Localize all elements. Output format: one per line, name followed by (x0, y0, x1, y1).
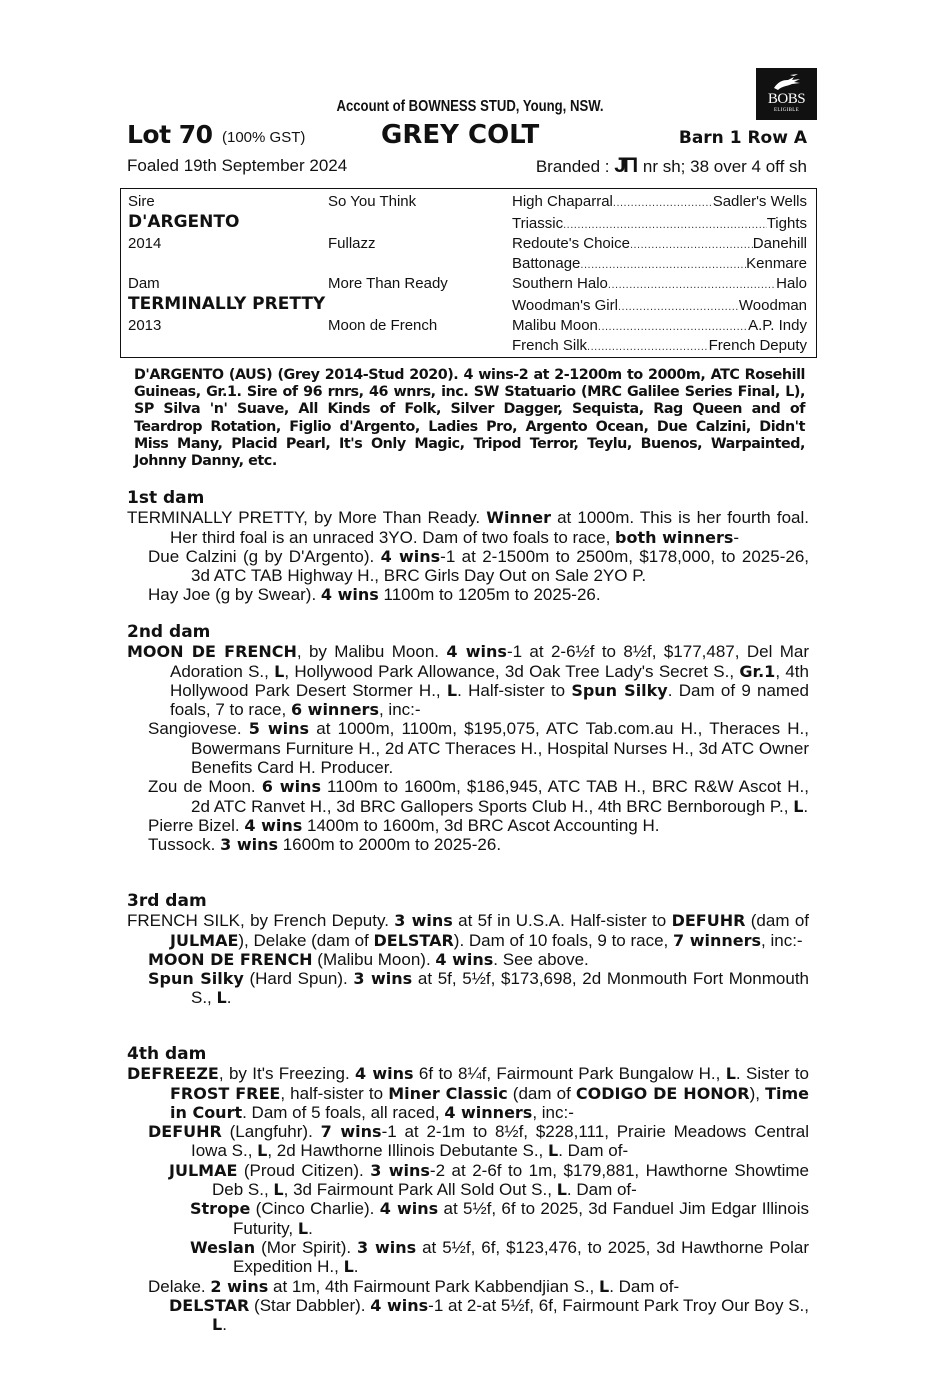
pedigree-entry: Tussock. 3 wins 1600m to 2000m to 2025-26. (148, 835, 502, 855)
pedigree-entry: JULMAE (Proud Citizen). 3 wins-2 at 2-6f to 1m, $179,881, Hawthorne Showtime Deb S., L, 3d Fairmount Park All Sold Out S., L. Dam of- (169, 1160, 809, 1200)
dam-section-2 (127, 623, 809, 855)
gen3-row: Southern Halo ..... Halo (512, 275, 807, 292)
pedigree-entry: Zou de Moon. 6 wins 1100m to 1600m, $186,945, ATC TAB H., BRC R&W Ascot H., 2d ATC Ranvet H., 3d BRC Gallopers Sports Club H., 4th BRC Bernborough P., L. (148, 777, 809, 816)
pedigree-entry: DEFUHR (Langfuhr). 7 wins-1 at 2-1m to 8½f, $228,111, Prairie Meadows Central Iowa S., L, 2d Hawthorne Illinois Debutante S., L. Dam of- (148, 1122, 809, 1161)
pedigree-entry: Delake. 2 wins at 1m, 4th Fairmount Park Kabbendjian S., L. Dam of- (148, 1276, 680, 1296)
pedigree-entry: MOON DE FRENCH (Malibu Moon). 4 wins. See above. (148, 949, 589, 969)
sire-label: Sire (128, 193, 155, 210)
sire-bio: D'ARGENTO (AUS) (Grey 2014-Stud 2020). 4 wins-2 at 2-1200m to 2000m, ATC Rosehill Guineas, Gr.1. Sire of 96 rnrs, 46 wnrs, inc. SW Statuario (MRC Galilee Series Final, L), SP Silva 'n' Suave, All Kinds of Folk, Silver Dagger, Sequista, Rag Queen and of Teardrop Rotation, Figlio d'Argento, Ladies Pro, Argento Ocean, Due Calzini, Didn't Miss Many, Placid Pearl, It's Only Magic, Tripod Terror, Teylu, Buenos, Warpainted, Johnny Danny, etc. (134, 367, 805, 470)
pedigree-entry: Hay Joe (g by Swear). 4 wins 1100m to 1205m to 2025-26. (148, 585, 601, 605)
section-heading: 3rd dam (127, 891, 207, 911)
pedigree-entry: Weslan (Mor Spirit). 3 wins at 5½f, 6f, $123,476, to 2025, 3d Hawthorne Polar Expedition H., L. (190, 1237, 809, 1277)
pedigree-entry: DELSTAR (Star Dabbler). 4 wins-1 at 2-at 5½f, 6f, Fairmount Park Troy Our Boy S., L. (169, 1295, 809, 1335)
sire-sire: So You Think (328, 193, 417, 210)
branded-label: Branded : (535, 157, 610, 176)
gen3-row: Triassic ..... Tights (512, 215, 807, 232)
pedigree-entry: Pierre Bizel. 4 wins 1400m to 1600m, 3d BRC Ascot Accounting H. (148, 815, 660, 835)
dam-year: 2013 (128, 317, 162, 334)
branded-info (536, 154, 807, 178)
section-heading: 1st dam (127, 488, 205, 508)
dam-name: TERMINALLY PRETTY (128, 294, 326, 314)
sire-dam: Fullazz (328, 235, 376, 252)
pedigree-entry: FRENCH SILK, by French Deputy. 3 wins at 5f in U.S.A. Half-sister to DEFUHR (dam of JULMAE), Delake (dam of DELSTAR). Dam of 10 foals, 9 to race, 7 winners, inc:- (127, 911, 809, 950)
dam-label: Dam (128, 275, 160, 292)
pedigree-table (120, 188, 817, 358)
pedigree-entry: Spun Silky (Hard Spun). 3 wins at 5f, 5½f, $173,698, 2d Monmouth Fort Monmouth S., L. (148, 969, 810, 1008)
lot-number: Lot 70 (127, 120, 213, 149)
horse-head-icon (772, 74, 802, 92)
dam-section-1 (127, 489, 809, 605)
gen3-row: Redoute's Choice ..... Danehill (512, 235, 807, 252)
dam-section-3 (127, 892, 809, 1008)
gen3-row: Woodman's Girl ..... Woodman (512, 297, 807, 314)
pedigree-entry: Sangiovese. 5 wins at 1000m, 1100m, $195,075, ATC Tab.com.au H., Theraces H., Bowermans Furniture H., 2d ATC Theraces H., Hospital Nurses H., 3d ATC Owner Benefits Card H. Producer. (148, 719, 809, 778)
foaled-date: Foaled 19th September 2024 (127, 156, 348, 175)
gen3-row: Malibu Moon ..... A.P. Indy (512, 317, 807, 334)
gen3-row: Battonage ..... Kenmare (512, 255, 807, 272)
dam-sire: More Than Ready (328, 275, 448, 292)
pedigree-entry: DEFREEZE, by It's Freezing. 4 wins 6f to 8¼f, Fairmount Park Bungalow H., L. Sister to FROST FREE, half-sister to Miner Classic (dam of CODIGO DE HONOR), Time in Court. Dam of 5 foals, all raced, 4 winners, inc:- (127, 1064, 810, 1122)
sire-name: D'ARGENTO (128, 212, 240, 232)
pedigree-entry: TERMINALLY PRETTY, by More Than Ready. Winner at 1000m. This is her fourth foal. Her third foal is an unraced 3YO. Dam of two foals to race, both winners- (127, 508, 810, 547)
section-entries (127, 642, 809, 854)
vendor-account: Account of BOWNESS STUD, Young, NSW. (336, 98, 604, 115)
brand-mark-icon: JΠ (614, 154, 636, 177)
dam-dam: Moon de French (328, 317, 438, 334)
section-heading: 4th dam (127, 1044, 207, 1064)
gen3-row: High Chaparral ..... Sadler's Wells (512, 193, 807, 210)
section-entries (127, 508, 809, 604)
gst-note: (100% GST) (222, 129, 306, 146)
pedigree-entry: MOON DE FRENCH, by Malibu Moon. 4 wins-1 at 2-6½f to 8½f, $177,487, Del Mar Adoration S., L, Hollywood Park Allowance, 3d Oak Tree Lady's Secret S., Gr.1, 4th Hollywood Park Desert Stormer H., L. Half-sister to Spun Silky. Dam of 9 named foals, 7 to race, 6 winners, inc:- (127, 642, 810, 720)
pedigree-entry: Due Calzini (g by D'Argento). 4 wins-1 at 2-1500m to 2500m, $178,000, to 2025-26, 3d ATC TAB Highway H., BRC Girls Day Out on Sale 2YO P. (148, 546, 810, 586)
section-entries (127, 911, 809, 1007)
logo-text: BOBS (767, 91, 806, 107)
gen3-row: French Silk ..... French Deputy (512, 337, 807, 354)
bobs-eligible-logo (756, 68, 817, 120)
barn-location: Barn 1 Row A (678, 128, 807, 148)
logo-subtext: ELIGIBLE (774, 108, 799, 113)
sire-year: 2014 (128, 235, 162, 252)
section-entries (127, 1064, 809, 1334)
branded-details: nr sh; 38 over 4 off sh (642, 157, 807, 176)
lot-title: GREY COLT (381, 120, 540, 150)
pedigree-entry: Strope (Cinco Charlie). 4 wins at 5½f, 6f to 2025, 3d Fanduel Jim Edgar Illinois Futurity, L. (190, 1199, 809, 1238)
section-heading: 2nd dam (127, 622, 211, 642)
dam-section-4 (127, 1045, 809, 1334)
